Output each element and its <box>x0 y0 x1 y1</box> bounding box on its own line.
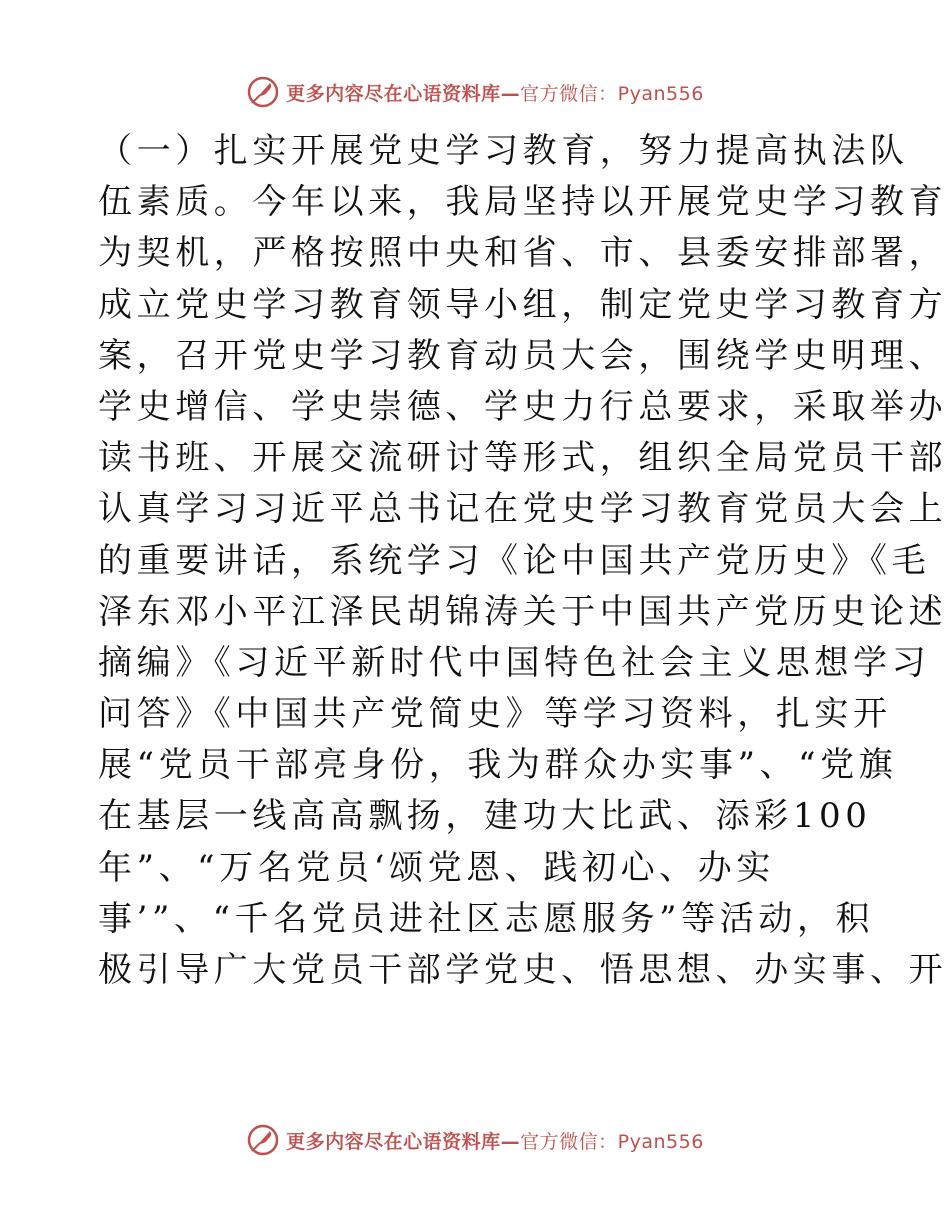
watermark-main-text: 更多内容尽在心语资料库 <box>286 1130 501 1153</box>
text-line: 案，召开党史学习教育动员大会，围绕学史明理、 <box>98 335 948 376</box>
feather-logo-icon <box>246 1123 280 1157</box>
text-line: 读书班、开展交流研讨等形式，组织全局党员干部 <box>98 438 948 479</box>
watermark-main-text: 更多内容尽在心语资料库 <box>286 82 501 105</box>
document-body <box>98 126 948 996</box>
text-line: 认真学习习近平总书记在党史学习教育党员大会上 <box>98 489 948 530</box>
text-line: 伍素质。今年以来，我局坚持以开展党史学习教育 <box>98 182 948 223</box>
text-line: 成立党史学习教育领导小组，制定党史学习教育方 <box>98 284 948 325</box>
watermark-sub-text: 官方微信：Pyan556 <box>520 1130 704 1153</box>
feather-logo-icon <box>246 75 280 109</box>
text-line: 年”、“万名党员‘颂党恩、践初心、办实 <box>98 847 775 888</box>
watermark-separator: — <box>500 1130 521 1153</box>
text-line: 展“党员干部亮身份，我为群众办实事”、“党旗 <box>98 745 898 786</box>
footer-watermark <box>0 1120 950 1160</box>
text-line: 问答》《中国共产党简史》等学习资料，扎实开 <box>98 694 892 735</box>
text-line: 的重要讲话，系统学习《论中国共产党历史》《毛 <box>98 540 931 581</box>
watermark-sub-text: 官方微信：Pyan556 <box>520 82 704 105</box>
text-line: （一）扎实开展党史学习教育，努力提高执法队 <box>98 131 909 171</box>
text-line: 极引导广大党员干部学党史、悟思想、办实事、开 <box>98 950 948 990</box>
text-line: 在基层一线高高飘扬，建功大比武、添彩100 <box>98 796 872 837</box>
text-line: 摘编》《习近平新时代中国特色社会主义思想学习 <box>98 642 931 683</box>
text-line: 事’”、“千名党员进社区志愿服务”等活动，积 <box>98 898 875 939</box>
header-watermark <box>0 72 950 112</box>
watermark-separator: — <box>500 82 521 105</box>
text-line: 学史增信、学史崇德、学史力行总要求，采取举办 <box>98 386 948 427</box>
text-line: 泽东邓小平江泽民胡锦涛关于中国共产党历史论述 <box>98 591 948 632</box>
text-line: 为契机，严格按照中央和省、市、县委安排部署， <box>98 233 948 274</box>
